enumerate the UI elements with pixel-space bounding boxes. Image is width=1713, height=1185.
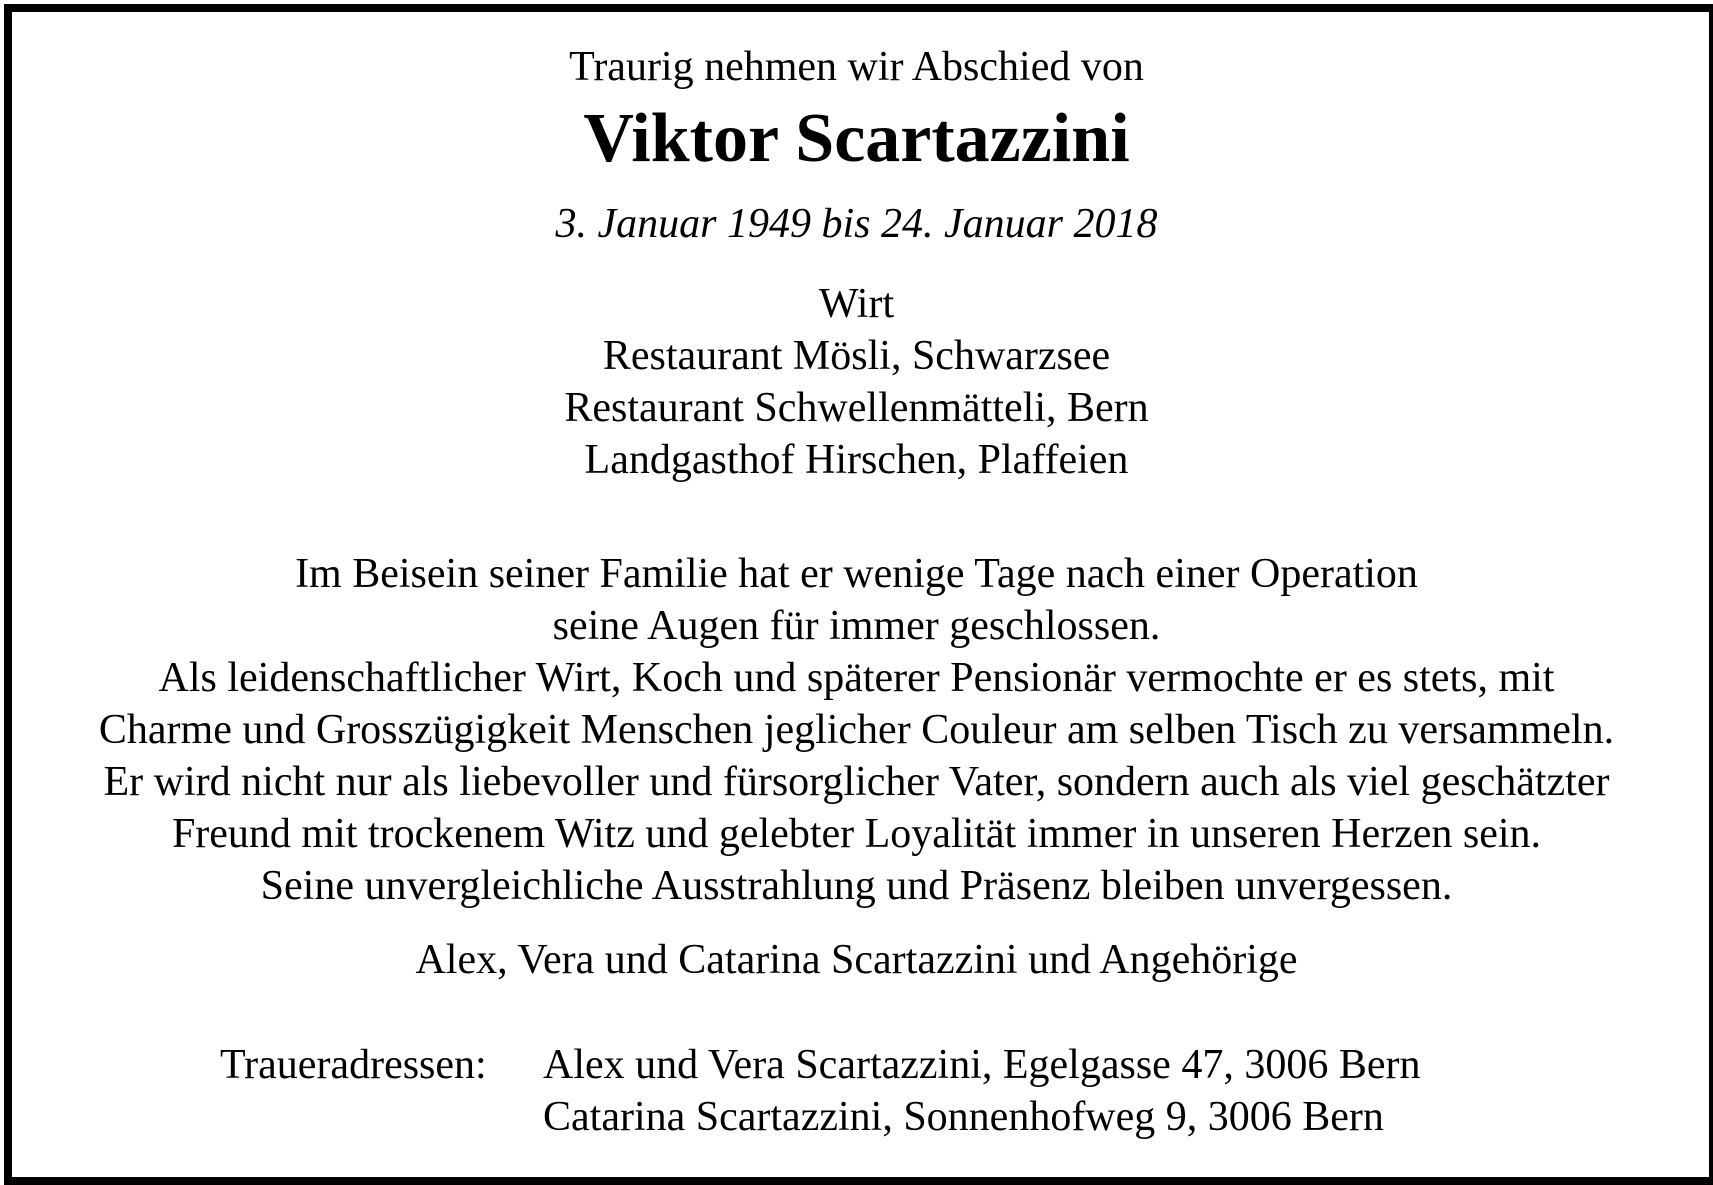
address-label: Traueradressen:	[220, 1042, 487, 1088]
body-line: Seine unvergleichliche Ausstrahlung und Präsenz bleiben unvergessen.	[260, 863, 1453, 909]
intro-line: Traurig nehmen wir Abschied von	[569, 44, 1144, 90]
occupation-line: Wirt	[818, 281, 895, 327]
body-line: Er wird nicht nur als liebevoller und fürsorglicher Vater, sondern auch als viel geschätzter	[103, 759, 1610, 805]
body-line: Charme und Grosszügigkeit Menschen jeglicher Couleur am selben Tisch zu versammeln.	[98, 707, 1615, 753]
address-line: Catarina Scartazzini, Sonnenhofweg 9, 3006 Bern	[543, 1094, 1384, 1140]
body-line: Im Beisein seiner Familie hat er wenige Tage nach einer Operation	[295, 551, 1418, 597]
life-dates: 3. Januar 1949 bis 24. Januar 2018	[555, 201, 1158, 247]
body-line: Freund mit trockenem Witz und gelebter Loyalität immer in unseren Herzen sein.	[171, 811, 1542, 857]
body-line: seine Augen für immer geschlossen.	[552, 603, 1161, 649]
address-line: Alex und Vera Scartazzini, Egelgasse 47, 3006 Bern	[543, 1042, 1421, 1088]
deceased-name: Viktor Scartazzini	[583, 100, 1130, 177]
occupation-line: Restaurant Schwellenmätteli, Bern	[564, 385, 1149, 431]
body-line: Als leidenschaftlicher Wirt, Koch und späterer Pensionär vermochte er es stets, mit	[158, 655, 1555, 701]
occupation-line: Landgasthof Hirschen, Plaffeien	[584, 437, 1129, 483]
occupation-line: Restaurant Mösli, Schwarzsee	[602, 333, 1111, 379]
signers-line: Alex, Vera und Catarina Scartazzini und Angehörige	[415, 937, 1298, 983]
